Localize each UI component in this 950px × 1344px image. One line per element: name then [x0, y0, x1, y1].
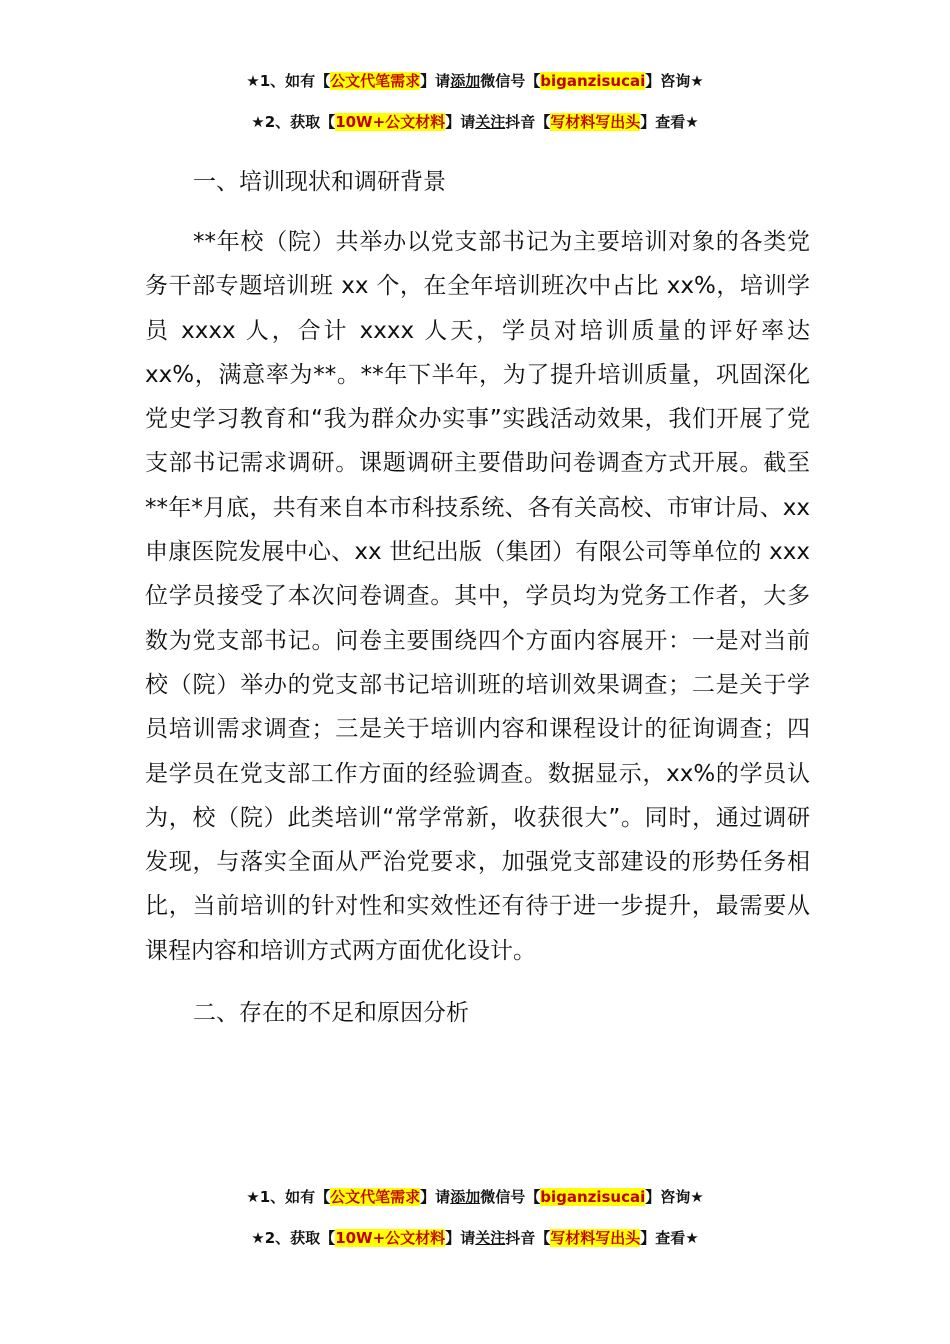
banner-text: ★1、如有【: [246, 72, 331, 90]
banner-underlined-text: 关注: [475, 1229, 506, 1247]
banner-highlight: 公文代笔需求: [330, 1188, 421, 1206]
banner-text: 微信号【: [480, 72, 541, 90]
document-body: [145, 160, 810, 1035]
banner-text: 抖音【: [505, 1229, 551, 1247]
bottom-banner-line-1: [0, 1186, 950, 1208]
banner-text: 】查看★: [640, 113, 699, 131]
banner-highlight: 10W+公文材料: [335, 1229, 446, 1247]
banner-highlight: 10W+公文材料: [335, 113, 446, 131]
banner-text: 】咨询★: [645, 1188, 704, 1206]
banner-text: 抖音【: [505, 113, 551, 131]
douyin-account-highlight: 写材料写出头: [550, 1229, 641, 1247]
banner-text: ★1、如有【: [246, 1188, 331, 1206]
banner-text: 微信号【: [480, 1188, 541, 1206]
banner-underlined-text: 添加: [450, 72, 481, 90]
top-banner-line-2: [0, 111, 950, 133]
douyin-account-highlight: 写材料写出头: [550, 113, 641, 131]
banner-highlight: 公文代笔需求: [330, 72, 421, 90]
top-banner-line-1: [0, 70, 950, 92]
banner-text: ★2、获取【: [251, 113, 336, 131]
banner-text: 】请: [420, 72, 451, 90]
banner-text: 】请: [445, 1229, 476, 1247]
wechat-id-highlight: biganzisucai: [540, 72, 646, 90]
wechat-id-highlight: biganzisucai: [540, 1188, 646, 1206]
banner-text: 】咨询★: [645, 72, 704, 90]
banner-text: ★2、获取【: [251, 1229, 336, 1247]
bottom-banner-line-2: [0, 1227, 950, 1249]
banner-text: 】请: [445, 113, 476, 131]
banner-text: 】查看★: [640, 1229, 699, 1247]
body-paragraph-1: **年校（院）共举办以党支部书记为主要培训对象的各类党务干部专题培训班 xx 个，在全年培训班次中占比 xx%，培训学员 xxxx 人，合计 xxxx 人天，学员对培训质量的评好率达 xx%，满意率为**。**年下半年，为了提升培训质量，巩固深化党史学习教育和“我为群众办实事”实践活动效果，我们开展了党支部书记需求调研。课题调研主要借助问卷调查方式开展。截至**年*月底，共有来自本市科技系统、各有关高校、市审计局、xx 申康医院发展中心、xx 世纪出版（集团）有限公司等单位的 xxx 位学员接受了本次问卷调查。其中，学员均为党务工作者，大多数为党支部书记。问卷主要围绕四个方面内容展开：一是对当前校（院）举办的党支部书记培训班的培训效果调查；二是关于学员培训需求调查；三是关于培训内容和课程设计的征询调查；四是学员在党支部工作方面的经验调查。数据显示，xx%的学员认为，校（院）此类培训“常学常新，收获很大”。同时，通过调研发现，与落实全面从严治党要求，加强党支部建设的形势任务相比，当前培训的针对性和实效性还有待于进一步提升，最需要从课程内容和培训方式两方面优化设计。: [145, 229, 810, 964]
section-heading-2: 二、存在的不足和原因分析: [193, 1000, 469, 1027]
banner-underlined-text: 关注: [475, 113, 506, 131]
banner-text: 】请: [420, 1188, 451, 1206]
banner-underlined-text: 添加: [450, 1188, 481, 1206]
section-heading-1: 一、培训现状和调研背景: [193, 169, 446, 195]
